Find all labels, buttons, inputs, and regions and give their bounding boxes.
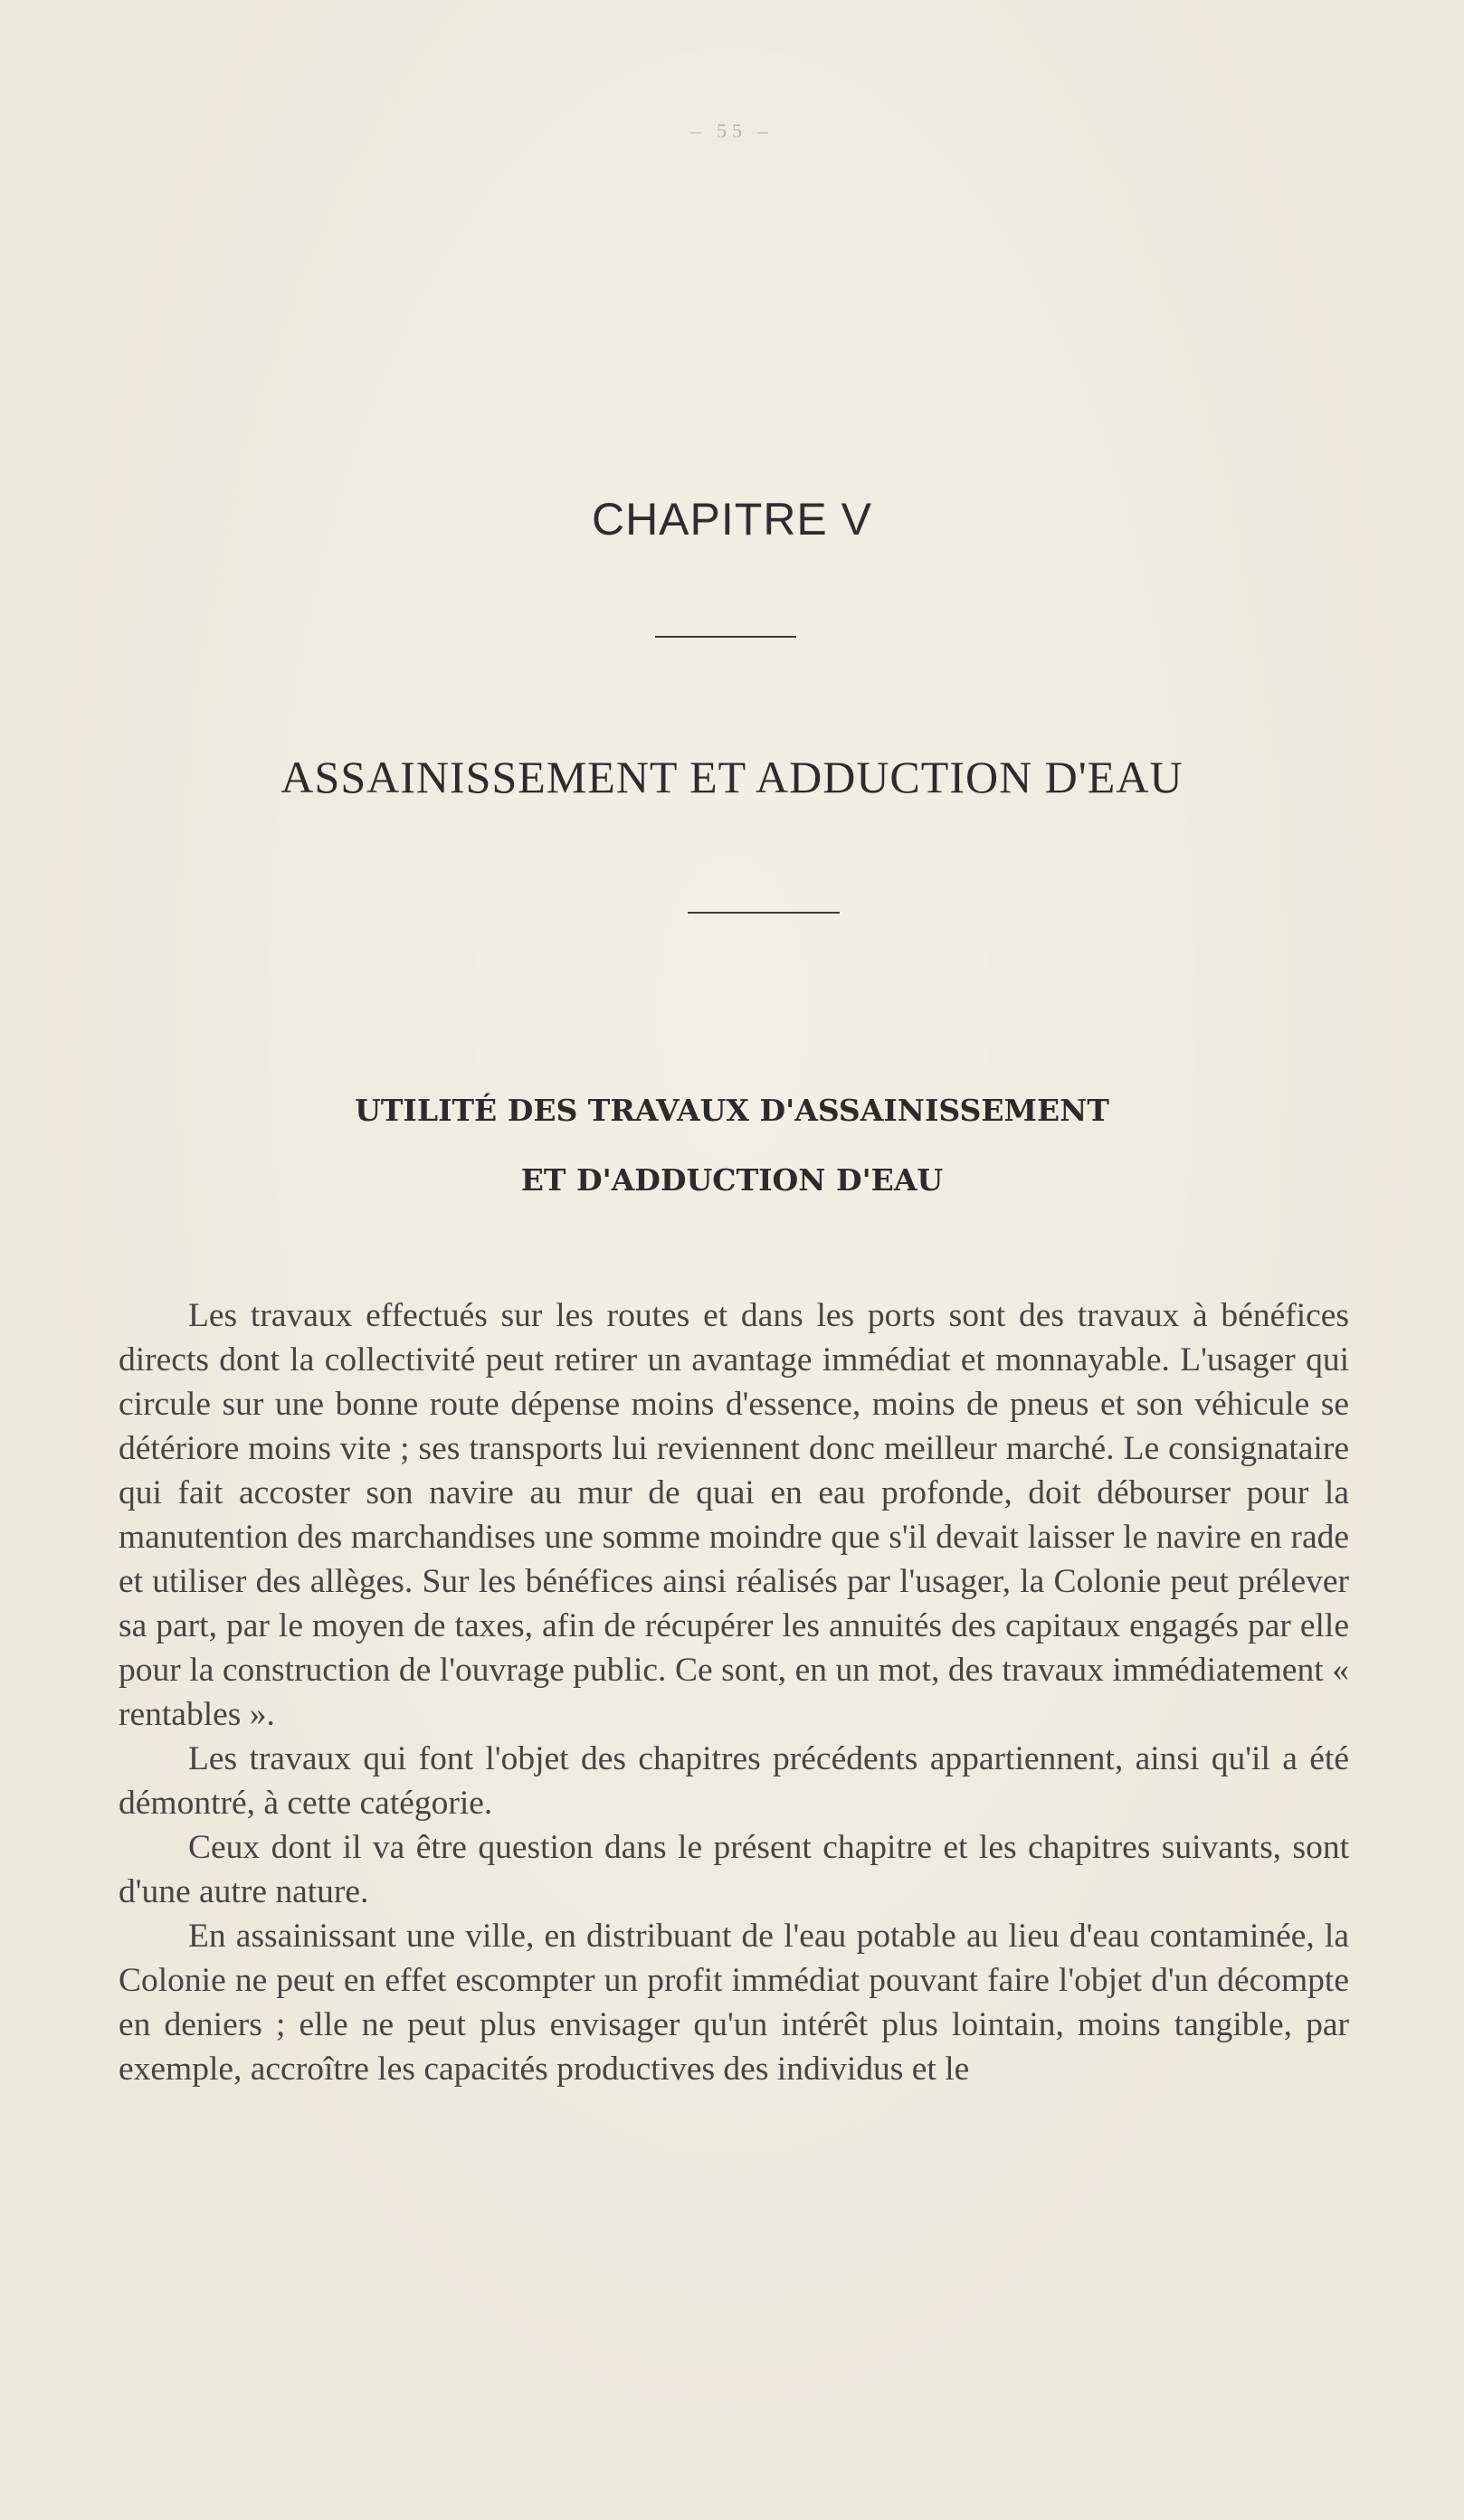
paragraph: Les travaux effectués sur les routes et dans les ports sont des travaux à bénéfices directs dont la collectivité peut retirer un avantage immédiat et monnayable. L'usager qui circule sur une bonne route dépense moins d'essence, moins de pneus et son véhicule se détériore moins vite ; ses transports lui reviennent donc meilleur marché. Le consignataire qui fait accoster son navire au mur de quai en eau profonde, doit débourser pour la manutention des marchandises une somme moindre que s'il devait laisser le navire en rade et utiliser des allèges. Sur les bénéfices ainsi réalisés par l'usager, la Colonie peut prélever sa part, par le moyen de taxes, afin de récupérer les annuités des capitaux engagés par elle pour la construction de l'ouvrage public. Ce sont, en un mot, des travaux immédiatement « rentables ». (119, 1297, 1349, 1733)
section-title-line-1: UTILITÉ DES TRAVAUX D'ASSAINISSEMENT (355, 1093, 1109, 1128)
paragraph: En assainissant une ville, en distribuant de l'eau potable au lieu d'eau contaminée, la Colonie ne peut en effet escompter un profit immédiat pouvant faire l'objet d'un décompte en deniers ; elle ne peut plus envisager qu'un intérêt plus lointain, moins tangible, par exemple, accroître les capacités productives des individus et le (119, 1918, 1349, 2088)
paragraph: Ceux dont il va être question dans le présent chapitre et les chapitres suivants, sont d'une autre nature. (119, 1829, 1349, 1910)
paragraph: Les travaux qui font l'objet des chapitres précédents appartiennent, ainsi qu'il a été démontré, à cette catégorie. (119, 1740, 1349, 1822)
section-title-line-2: ET D'ADDUCTION D'EAU (520, 1162, 944, 1198)
page-number: – 55 – (690, 119, 774, 142)
chapter-heading: CHAPITRE V (591, 494, 873, 545)
chapter-title: ASSAINISSEMENT ET ADDUCTION D'EAU (280, 752, 1184, 802)
divider-rule (688, 912, 840, 914)
divider-rule (655, 636, 796, 638)
body-text (119, 1293, 1349, 2091)
